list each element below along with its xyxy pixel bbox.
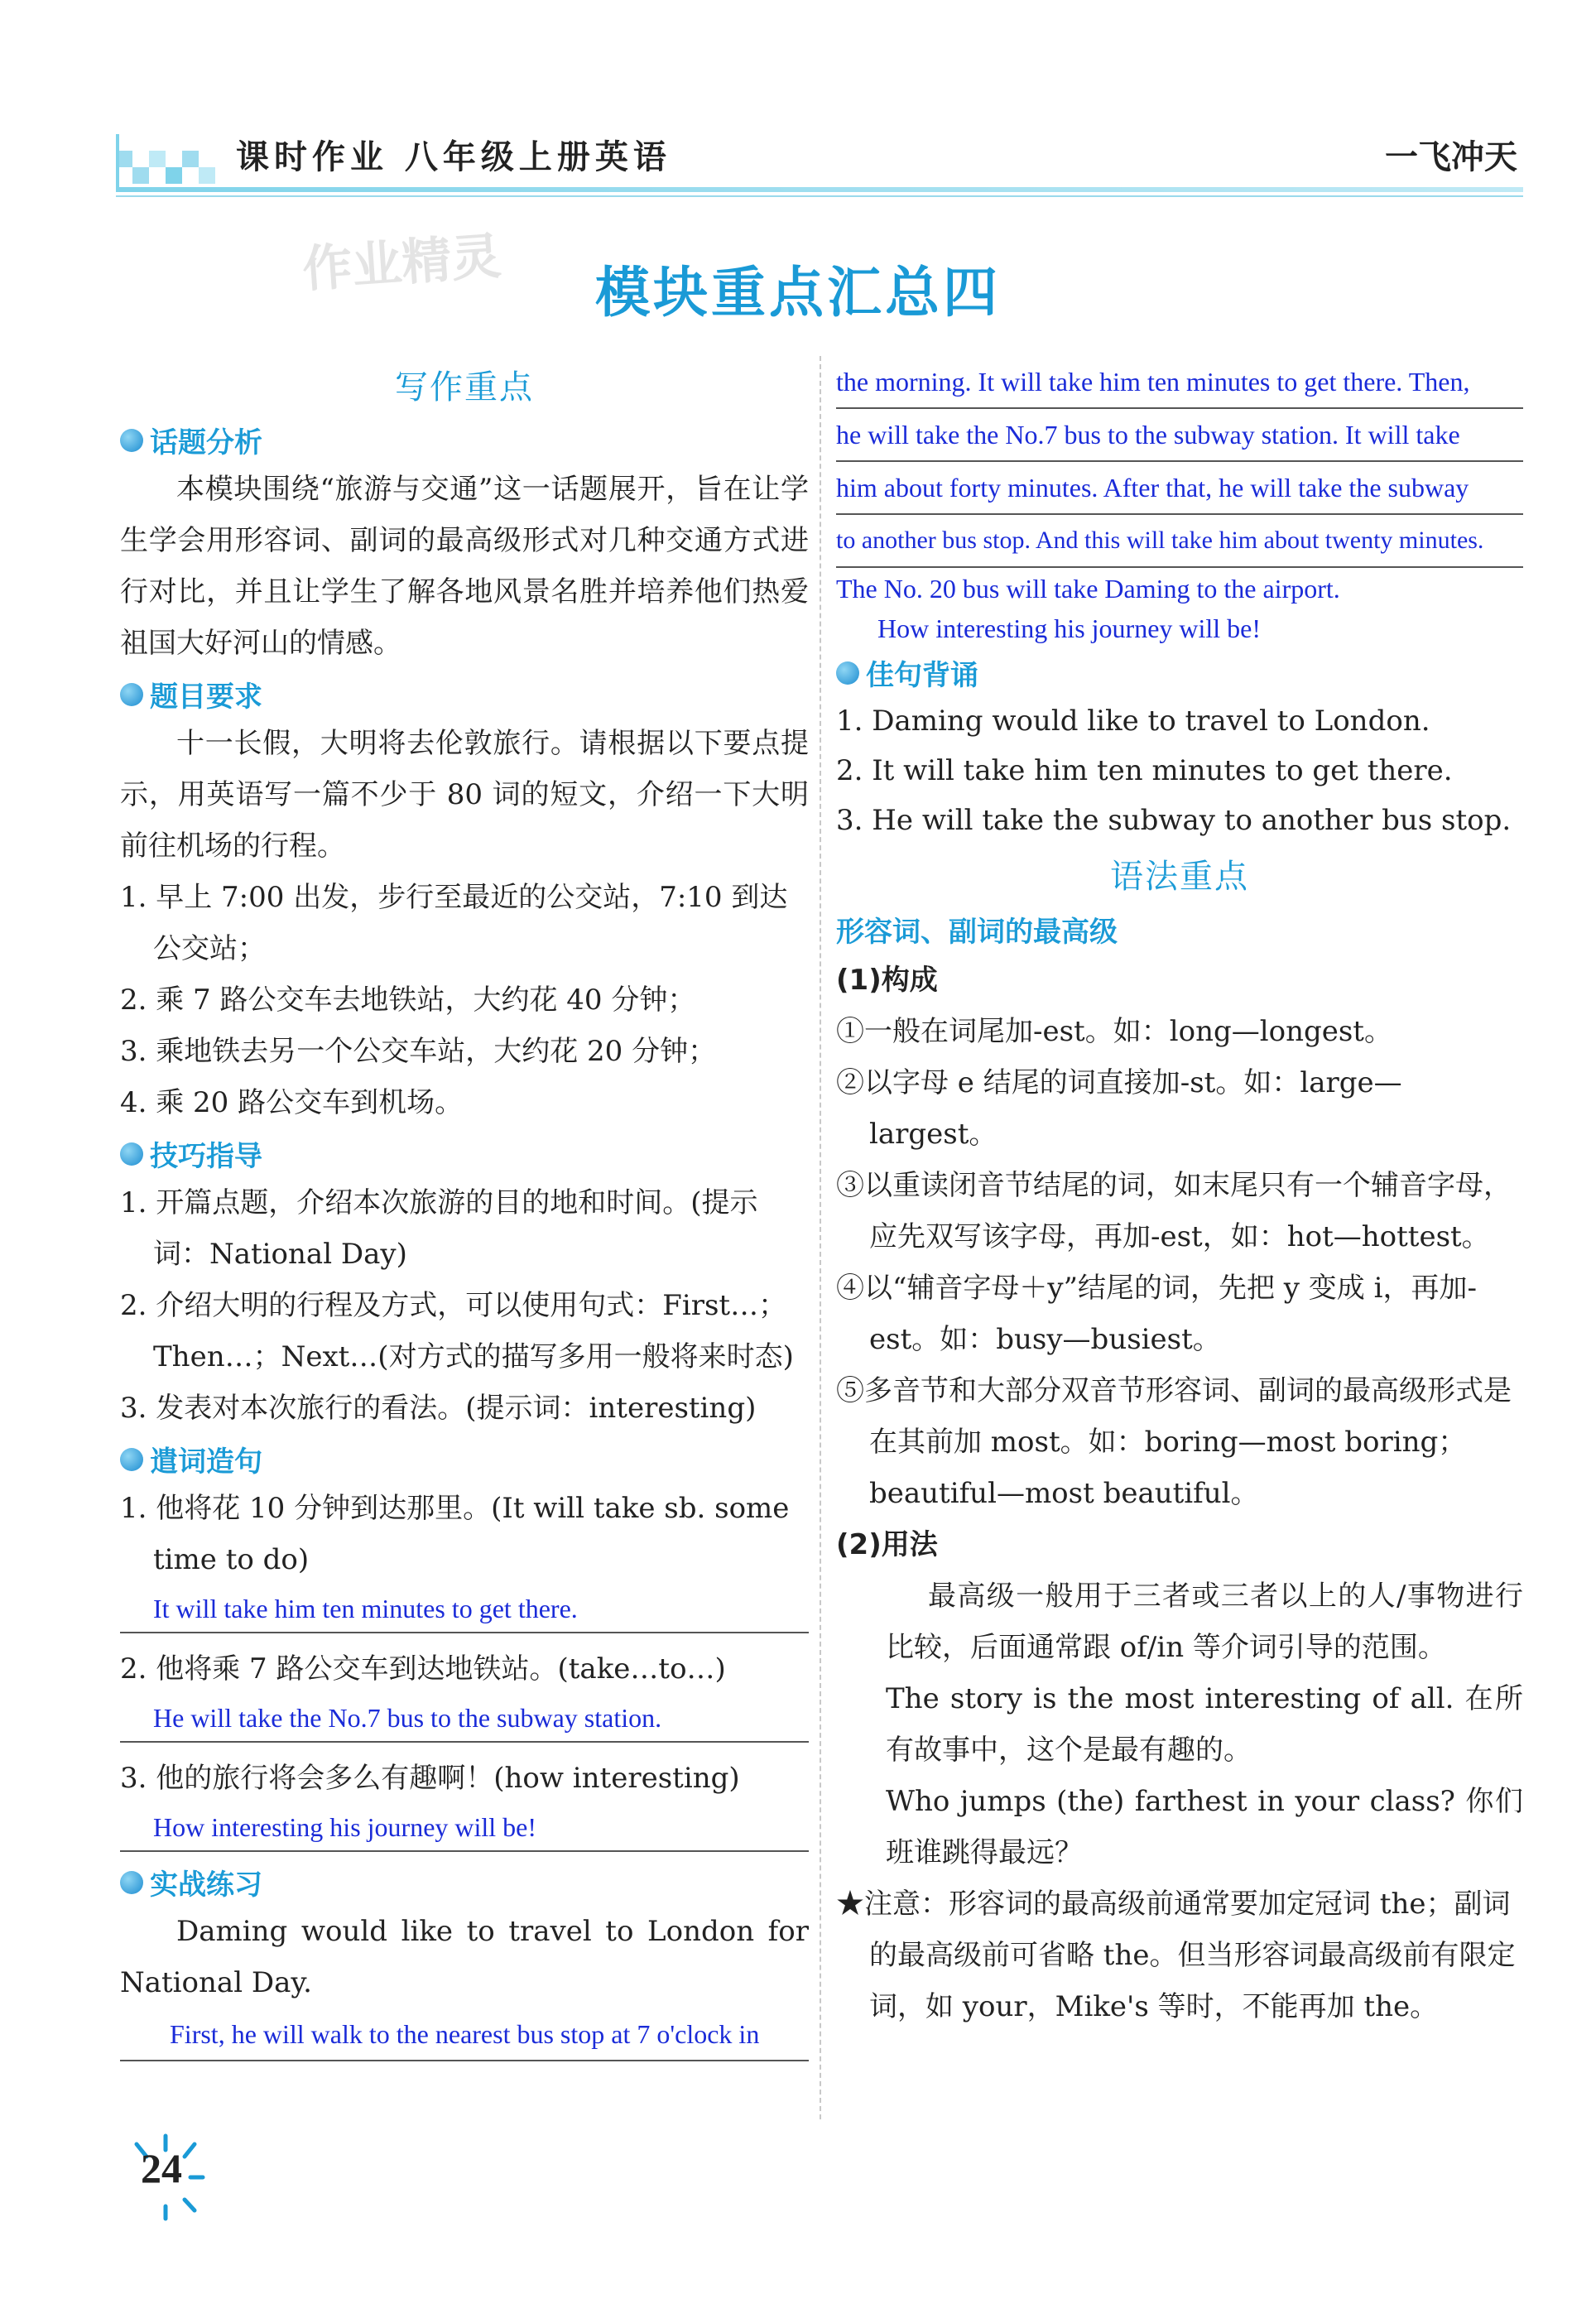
page-title: 模块重点汇总四 [595,261,1001,325]
recite-item: 1. Daming would like to travel to London. [836,705,1430,738]
page-number: 24 [141,2145,182,2191]
section-title-writing: 写作重点 [395,368,534,406]
bullet-dot-icon [120,1448,143,1471]
practice-heading: 实战练习 [120,1862,809,1902]
usage-heading: (2)用法 [836,1528,938,1561]
grammar-subtitle: 形容词、副词的最高级 [836,916,1118,949]
list-item: ④以“辅音字母＋y”结尾的词，先把 y 变成 i，再加-est。如：busy—busiest。 [836,1272,1477,1356]
sentence-answer: It will take him ten minutes to get there. [120,1585,809,1633]
usage-example: Who jumps (the) farthest in your class? 你们班谁跳得最远？ [886,1785,1523,1869]
list-item: 2. 乘 7 路公交车去地铁站，大约花 40 分钟； [120,984,696,1017]
bullet-dot-icon [120,429,143,452]
practice-answer-line: he will take the No.7 bus to the subway station. It will take [836,409,1523,462]
header-rule [116,187,1523,192]
practice-answer-line: How interesting his journey will be! [877,613,1262,643]
section-title-grammar: 语法重点 [1110,858,1249,896]
bullet-dot-icon [836,661,859,685]
practice-answer-line: First, he will walk to the nearest bus stop at 7 o'clock in [120,2008,809,2061]
practice-answer-line: the morning. It will take him ten minutes to get there. Then, [836,356,1523,409]
usage-text: 最高级一般用于三者或三者以上的人/事物进行比较，后面通常跟 of/in 等介词引导的范围。 [886,1580,1523,1664]
sentence-answer: How interesting his journey will be! [120,1804,809,1852]
header-decoration-squares [116,134,240,192]
column-divider [820,356,821,2119]
list-item: 1. 开篇点题，介绍本次旅游的目的地和时间。(提示词：National Day) [120,1186,758,1271]
requirement-heading: 题目要求 [120,674,809,714]
list-item: 3. 乘地铁去另一个公交车站，大约花 20 分钟； [120,1035,717,1068]
bullet-dot-icon [120,1871,143,1894]
sentence-question: 2. 他将乘 7 路公交车到达地铁站。(take…to…) [120,1652,726,1686]
right-column [836,356,1523,2032]
recite-item: 2. It will take him ten minutes to get there. [836,754,1453,787]
topic-text: 本模块围绕“旅游与交通”这一话题展开，旨在让学生学会用形容词、副词的最高级形式对几种交通方式进行对比，并且让学生了解各地风景名胜并培养他们热爱祖国大好河山的情感。 [120,473,809,660]
list-item: 4. 乘 20 路公交车到机场。 [120,1086,464,1119]
usage-example: The story is the most interesting of all. 在所有故事中，这个是最有趣的。 [886,1682,1523,1767]
list-item: ①一般在词尾加-est。如：long—longest。 [836,1015,1392,1048]
header-brand: 一飞冲天 [1385,138,1517,176]
recite-heading: 佳句背诵 [836,652,1523,693]
practice-answer-line: him about forty minutes. After that, he will take the subway [836,462,1523,515]
recite-item: 3. He will take the subway to another bus stop. [836,804,1512,837]
tips-heading: 技巧指导 [120,1133,809,1174]
bullet-dot-icon [120,1142,143,1166]
practice-answer-line: The No. 20 bus will take Daming to the airport. [836,574,1340,604]
left-column [120,356,809,2061]
list-item: 3. 发表对本次旅行的看法。(提示词：interesting) [120,1392,757,1425]
sentence-answer: He will take the No.7 bus to the subway station. [120,1695,809,1743]
list-item: ②以字母 e 结尾的词直接加-st。如：large—largest。 [836,1066,1402,1151]
grammar-note: ★注意：形容词的最高级前通常要加定冠词 the；副词的最高级前可省略 the。但当形容词最高级前有限定词，如 your，Mike's 等时，不能再加 the。 [836,1888,1516,2023]
sentences-heading: 遣词造句 [120,1439,809,1479]
form-heading: (1)构成 [836,964,938,997]
list-item: 1. 早上 7:00 出发，步行至最近的公交站，7:10 到达公交站； [120,881,788,965]
list-item: ③以重读闭音节结尾的词，如末尾只有一个辅音字母，应先双写该字母，再加-est，如：hot—hottest。 [836,1169,1512,1253]
practice-text: Daming would like to travel to London for National Day. [120,1915,809,1999]
topic-heading: 话题分析 [120,420,809,460]
list-item: 2. 介绍大明的行程及方式，可以使用句式：First…；Then…；Next…(对方式的描写多用一般将来时态) [120,1289,794,1373]
watermark: 作业精灵 [300,227,503,300]
sentence-question: 3. 他的旅行将会多么有趣啊！(how interesting) [120,1762,740,1795]
list-item: ⑤多音节和大部分双音节形容词、副词的最高级形式是在其前加 most。如：boring—most boring；beautiful—most beautiful。 [836,1374,1512,1510]
header-rule-thin [116,195,1523,197]
sentence-question: 1. 他将花 10 分钟到达那里。(It will take sb. some time to do) [120,1492,790,1576]
requirement-text: 十一长假，大明将去伦敦旅行。请根据以下要点提示，用英语写一篇不少于 80 词的短文，介绍一下大明前往机场的行程。 [120,727,809,863]
practice-answer-line: to another bus stop. And this will take him about twenty minutes. [836,515,1523,568]
header-title: 课时作业 八年级上册英语 [236,138,671,176]
bullet-dot-icon [120,683,143,706]
